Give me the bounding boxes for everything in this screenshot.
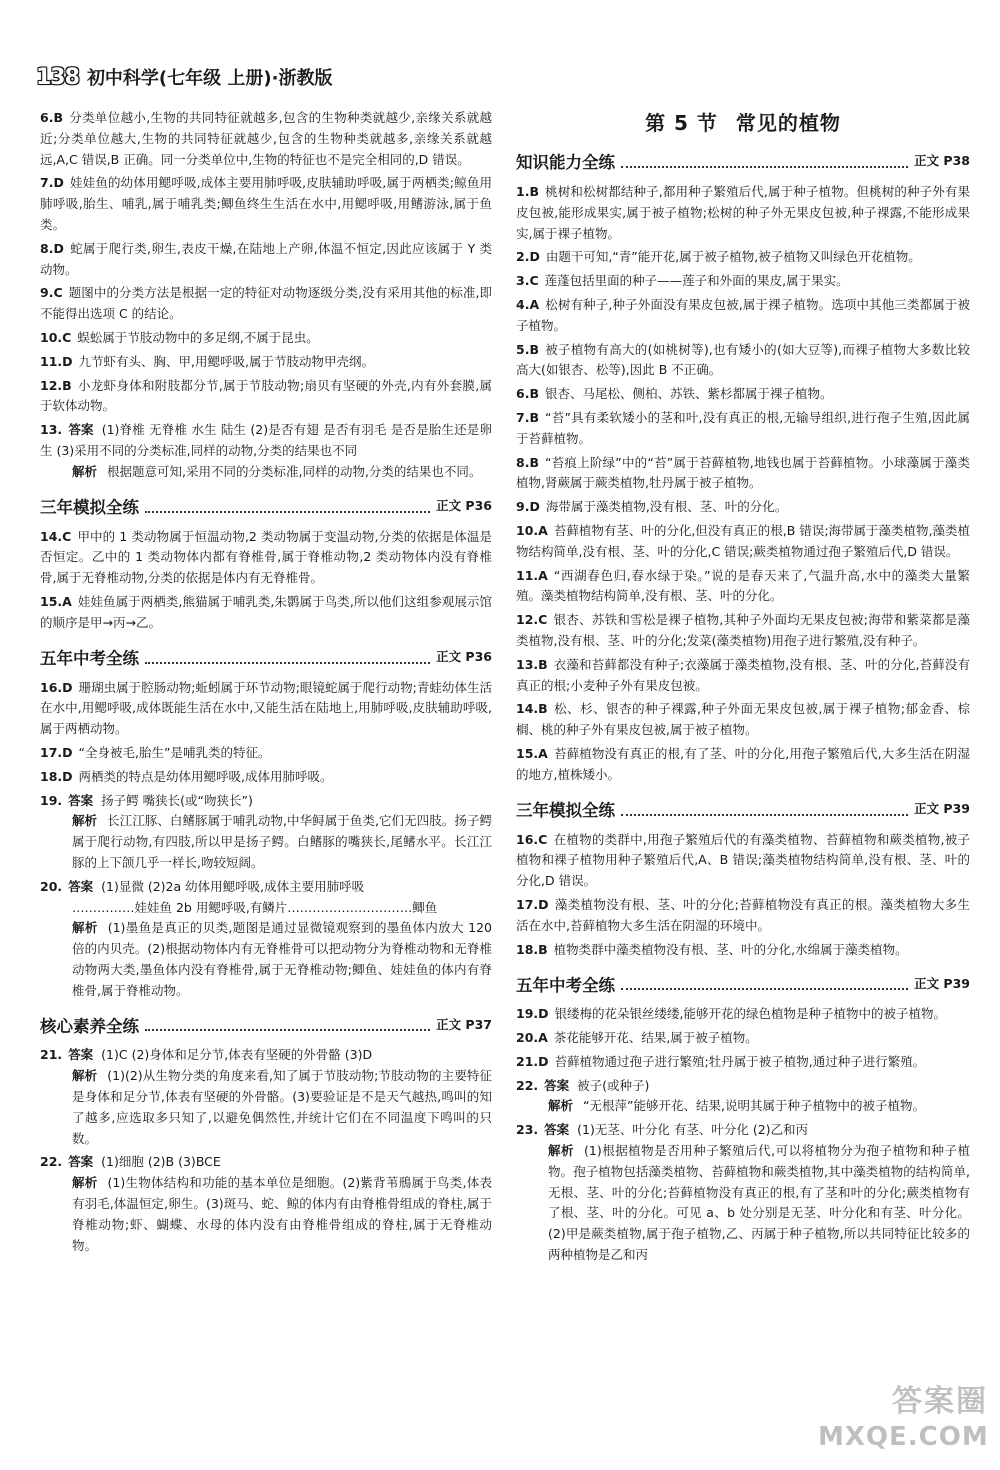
dotted-leader xyxy=(621,814,908,816)
item-label: 7.D xyxy=(40,175,64,191)
item-label: 22. xyxy=(516,1077,539,1093)
section-header-wunian xyxy=(516,970,970,996)
left-items-c xyxy=(40,678,492,788)
item-text: 珊瑚虫属于腔肠动物;蚯蚓属于环节动物;眼镜蛇属于爬行动物;青蛙幼体生活在水中,用鳃呼吸,成体既能生活在水中,又能生活在陆地上,用肺呼吸,皮肤辅助呼吸,属于两栖动物。 xyxy=(40,679,492,737)
item-label: 18.D xyxy=(40,768,73,784)
dotted-leader xyxy=(621,166,908,168)
item-label: 4.A xyxy=(516,296,540,312)
item-label: 20. xyxy=(40,878,63,894)
item-label: 16.D xyxy=(40,679,73,695)
item-label: 10.A xyxy=(516,522,548,538)
item-label: 10.C xyxy=(40,329,72,345)
answer-item xyxy=(516,384,970,405)
item-text: 藻类植物没有根、茎、叶的分化;苔藓植物没有真正的根。藻类植物大多生活在水中,苔藓植物大多生活在阴湿的环境中。 xyxy=(516,896,970,933)
section-header-hexin xyxy=(40,1011,492,1037)
answer-item xyxy=(40,743,492,764)
item-label: 5.B xyxy=(516,341,539,357)
page-reference: 正文 P38 xyxy=(914,153,970,169)
answer-item xyxy=(516,940,970,961)
answer-text: (1)显微 (2)2a 幼体用鳃呼吸,成体主要用肺呼吸 xyxy=(101,878,365,894)
analysis-label: 解析 xyxy=(72,920,98,936)
item-text: 题图中的分类方法是根据一定的特征对动物逐级分类,没有采用其他的标准,即不能得出选项 C 的结论。 xyxy=(40,285,492,322)
answer-item-13 xyxy=(40,420,492,482)
page-number: 138 xyxy=(36,64,79,90)
answer-item xyxy=(516,1028,970,1049)
page-reference: 正文 P36 xyxy=(436,648,492,664)
answer-text: 扬子鳄 嘴狭长(或“吻狭长”) xyxy=(101,792,253,808)
item-label: 19. xyxy=(40,792,63,808)
section-title: 五年中考全练 xyxy=(40,648,139,668)
item-text: 蛇属于爬行类,卵生,表皮干燥,在陆地上产卵,体温不恒定,因此应该属于 Y 类动物。 xyxy=(40,240,492,277)
item-text: 松树有种子,种子外面没有果皮包被,属于裸子植物。选项中其他三类都属于被子植物。 xyxy=(516,296,970,333)
answer-item xyxy=(516,340,970,382)
answer-text: (1)C (2)身体和足分节,体表有坚硬的外骨骼 (3)D xyxy=(101,1047,373,1063)
answer-item-23 xyxy=(516,1120,970,1266)
answer-item-20 xyxy=(40,877,492,1002)
section-title: 五年中考全练 xyxy=(516,975,615,995)
item-text: 莲蓬包括里面的种子——莲子和外面的果皮,属于果实。 xyxy=(544,273,849,289)
left-items-b xyxy=(40,527,492,634)
answer-item xyxy=(40,283,492,325)
item-text: 由题干可知,“青”能开花,属于被子植物,被子植物又叫绿色开花植物。 xyxy=(545,249,921,265)
answer-item-19 xyxy=(40,791,492,874)
answer-label: 答案 xyxy=(68,1047,94,1063)
item-text: “苔痕上阶绿”中的“苔”属于苔藓植物,地钱也属于苔藓植物。小球藻属于藻类植物,肾蕨属于蕨类植物,牡丹属于被子植物。 xyxy=(516,454,970,491)
dotted-leader xyxy=(621,988,908,990)
item-text: 被子植物有高大的(如桃树等),也有矮小的(如大豆等),而裸子植物大多数比较高大(如银杏、松等),因此 B 不正确。 xyxy=(516,341,970,378)
item-label: 6.B xyxy=(40,110,63,125)
item-label: 16.C xyxy=(516,831,548,847)
section-header-zhishi xyxy=(516,148,970,174)
analysis-label: 解析 xyxy=(548,1143,574,1159)
answer-label: 答案 xyxy=(68,878,94,894)
item-label: 1.B xyxy=(516,184,539,199)
chapter-title xyxy=(516,108,970,138)
right-column xyxy=(516,108,970,1269)
item-text: 甲中的 1 类动物属于恒温动物,2 类动物属于变温动物,分类的依据是体温是否恒定。乙中的 1 类动物体内都有脊椎骨,属于脊椎动物,2 类动物体内没有脊椎骨,属于无脊椎动物,分类的依据是体内有无脊椎骨。 xyxy=(40,528,492,586)
page-reference: 正文 P39 xyxy=(914,800,970,816)
answer-item xyxy=(516,1052,970,1073)
item-text: 小龙虾身体和附肢都分节,属于节肢动物;扇贝有坚硬的外壳,内有外套膜,属于软体动物。 xyxy=(40,377,492,414)
left-items-a xyxy=(40,108,492,417)
analysis-text: (1)生物体结构和功能的基本单位是细胞。(2)紫背苇鳽属于鸟类,体表有羽毛,体温恒定,卵生。(3)斑马、蛇、鲸的体内有由脊椎骨组成的脊柱,属于脊椎动物;虾、蝴蝶、水母的体内没有由脊椎骨组成的脊柱,属于无脊椎动物。 xyxy=(72,1175,492,1253)
page-reference: 正文 P36 xyxy=(436,497,492,513)
analysis-text: 根据题意可知,采用不同的分类标准,同样的动物,分类的结果也不同。 xyxy=(107,463,482,479)
item-label: 23. xyxy=(516,1122,539,1138)
dotted-leader xyxy=(145,511,430,513)
answer-text: (1)脊椎 无脊椎 水生 陆生 (2)是否有翅 是否有羽毛 是否是胎生还是卵生 (3)采用不同的分类标准,同样的动物,分类的结果也不同 xyxy=(40,422,492,458)
answer-text: (1)无茎、叶分化 有茎、叶分化 (2)乙和丙 xyxy=(577,1122,809,1138)
analysis-text: (1)墨鱼是真正的贝类,题图是通过显微镜观察到的墨鱼体内放大 120 倍的内贝壳。(2)根据动物体内有无脊椎骨可以把动物分为脊椎动物和无脊椎动物两大类,墨鱼体内没有脊椎骨,属于无脊椎动物;鲫鱼、娃娃鱼的体内有脊椎骨,属于脊椎动物。 xyxy=(72,920,492,998)
item-label: 22. xyxy=(40,1154,63,1170)
answer-label: 答案 xyxy=(68,1154,94,1170)
analysis-label: 解析 xyxy=(72,1175,98,1191)
item-text: “全身被毛,胎生”是哺乳类的特征。 xyxy=(78,744,271,760)
answer-item-22 xyxy=(40,1152,492,1256)
answer-item xyxy=(516,295,970,337)
item-label: 14.B xyxy=(516,701,548,717)
item-text: 桃树和松树都结种子,都用种子繁殖后代,属于种子植物。但桃树的种子外有果皮包被,能形成果实,属于被子植物;松树的种子外无果皮包被,种子裸露,不能形成果实,属于裸子植物。 xyxy=(516,184,970,241)
page-reference: 正文 P39 xyxy=(914,975,970,991)
dotted-leader xyxy=(145,1029,430,1031)
item-label: 11.D xyxy=(40,353,73,369)
analysis-label: 解析 xyxy=(72,463,98,479)
answer-item xyxy=(516,408,970,450)
dotted-leader xyxy=(145,662,430,664)
answer-item xyxy=(516,610,970,652)
answer-item xyxy=(40,239,492,281)
section-title: 三年模拟全练 xyxy=(40,497,139,517)
answer-label: 答案 xyxy=(68,422,94,438)
section-header-sannian xyxy=(40,493,492,519)
item-text: 分类单位越小,生物的共同特征就越多,包含的生物种类就越少,亲缘关系就越近;分类单位越大,生物的共同特征就越少,包含的生物种类就越多,亲缘关系就越远,A,C 错误,B 正确。同一分类单位中,生物的特征也不是完全相同的,D 错误。 xyxy=(40,110,492,167)
right-items-c xyxy=(516,1004,970,1072)
item-text: 银杏、马尾松、侧柏、苏铁、紫杉都属于裸子植物。 xyxy=(544,386,833,402)
item-label: 13.B xyxy=(516,656,548,672)
right-items-b xyxy=(516,830,970,961)
item-label: 21.D xyxy=(516,1053,549,1069)
section-title: 知识能力全练 xyxy=(516,153,615,173)
analysis-text: (1)根据植物是否用种子繁殖后代,可以将植物分为孢子植物和种子植物。孢子植物包括藻类植物、苔藓植物和蕨类植物,其中藻类植物的结构简单,无根、茎、叶的分化;苔藓植物没有真正的根,有了茎和叶的分化;蕨类植物有了根、茎、叶的分化。可见 a、b 处分别是无茎、叶分化和有茎、叶分化。(2)甲是蕨类植物,属于孢子植物,乙、丙属于种子植物,所以共同特征比较多的两种植物是乙和丙 xyxy=(548,1143,970,1263)
item-label: 18.B xyxy=(516,941,548,957)
answer-item xyxy=(516,1004,970,1025)
item-label: 9.D xyxy=(516,499,540,515)
analysis-label: 解析 xyxy=(72,1068,98,1084)
answer-item xyxy=(516,247,970,268)
answer-item xyxy=(40,767,492,788)
answer-item-21 xyxy=(40,1045,492,1149)
item-text: 植物类群中藻类植物没有根、茎、叶的分化,水绵属于藻类植物。 xyxy=(553,941,908,957)
item-label: 7.B xyxy=(516,409,539,425)
answer-item xyxy=(516,497,970,518)
item-label: 17.D xyxy=(516,896,549,912)
answer-label: 答案 xyxy=(544,1122,570,1138)
item-text: “西湖春色归,春水绿于染。”说的是春天来了,气温升高,水中的藻类大量繁殖。藻类植物结构简单,没有根、茎、叶的分化。 xyxy=(516,567,970,604)
item-text: 银杏、苏铁和雪松是裸子植物,其种子外面均无果皮包被;海带和紫菜都是藻类植物,没有根、茎、叶的分化;发菜(藻类植物)用孢子进行繁殖,没有种子。 xyxy=(516,612,970,648)
item-text: 苔藓植物有茎、叶的分化,但没有真正的根,B 错误;海带属于藻类植物,藻类植物结构简单,没有根、茎、叶的分化,C 错误;蕨类植物通过孢子繁殖后代,D 错误。 xyxy=(516,522,971,559)
item-text: 娃娃鱼的幼体用鳃呼吸,成体主要用肺呼吸,皮肤辅助呼吸,属于两栖类;鲸鱼用肺呼吸,胎生、哺乳,属于哺乳类;鲫鱼终生生活在水中,用鳃呼吸,用鳍游泳,属于鱼类。 xyxy=(40,175,492,232)
left-column xyxy=(40,108,492,1259)
chapter-number: 第 5 节 xyxy=(645,111,718,135)
item-label: 8.B xyxy=(516,454,539,470)
item-label: 13. xyxy=(40,422,63,438)
answer-item xyxy=(516,744,970,786)
section-header-sannian xyxy=(516,796,970,822)
item-label: 20.A xyxy=(516,1030,548,1046)
answer-item xyxy=(516,699,970,741)
analysis-text: “无根萍”能够开花、结果,说明其属于种子植物中的被子植物。 xyxy=(583,1098,925,1114)
item-label: 15.A xyxy=(40,593,72,609)
analysis-text: (1)(2)从生物分类的角度来看,知了属于节肢动物;节肢动物的主要特征是身体和足分节,体表有坚硬的外骨骼。(3)要验证是不是天气越热,鸣叫的知了越多,应选取多只知了,以避免偶然性,并统计它们在不同温度下鸣叫的只数。 xyxy=(72,1068,492,1146)
answer-item xyxy=(516,271,970,292)
answer-item-22 xyxy=(516,1076,970,1118)
item-text: 苔藓植物没有真正的根,有了茎、叶的分化,用孢子繁殖后代,大多生活在阴湿的地方,植株矮小。 xyxy=(516,745,970,782)
item-label: 12.B xyxy=(40,377,72,393)
item-label: 17.D xyxy=(40,744,73,760)
item-text: 苔藓植物通过孢子进行繁殖;牡丹属于被子植物,通过种子进行繁殖。 xyxy=(554,1053,926,1069)
item-text: 茶花能够开花、结果,属于被子植物。 xyxy=(553,1030,758,1046)
answer-item xyxy=(516,655,970,697)
book-title: 初中科学(七年级 上册)·浙教版 xyxy=(86,68,333,89)
answer-item xyxy=(40,678,492,740)
item-label: 11.A xyxy=(516,567,548,583)
item-label: 14.C xyxy=(40,528,72,544)
answer-item xyxy=(516,453,970,495)
analysis-text: 长江江豚、白鳍豚属于哺乳动物,中华鲟属于鱼类,它们无四肢。扬子鳄属于爬行动物,有四肢,所以甲是扬子鳄。白鳍豚的嘴狭长,尾鳍水平。长江江豚的上下颌几乎一样长,吻较短阔。 xyxy=(72,813,492,870)
watermark-line1: 答案圈 xyxy=(892,1384,988,1419)
item-label: 2.D xyxy=(516,249,540,265)
item-text: 海带属于藻类植物,没有根、茎、叶的分化。 xyxy=(545,499,788,515)
site-watermark xyxy=(818,1376,988,1462)
answer-item xyxy=(40,108,492,170)
section-title: 核心素养全练 xyxy=(40,1016,139,1036)
answer-item xyxy=(40,328,492,349)
answer-label: 答案 xyxy=(68,792,94,808)
item-label: 8.D xyxy=(40,240,64,256)
item-text: 松、杉、银杏的种子裸露,种子外面无果皮包被,属于裸子植物;郁金香、棕榈、桃的种子外有果皮包被,属于被子植物。 xyxy=(516,701,970,738)
item-label: 6.B xyxy=(516,386,539,402)
item-text: 银缕梅的花朵银丝缕缕,能够开花的绿色植物是种子植物中的被子植物。 xyxy=(554,1006,947,1022)
answer-item xyxy=(516,895,970,937)
answer-item xyxy=(40,376,492,418)
answer-item xyxy=(40,592,492,634)
answer-text-line2: ……………娃娃鱼 2b 用鳃呼吸,有鳞片…………………………鲫鱼 xyxy=(72,899,438,915)
answer-text: 被子(或种子) xyxy=(577,1077,650,1093)
item-text: 在植物的类群中,用孢子繁殖后代的有藻类植物、苔藓植物和蕨类植物,被子植物和裸子植物用种子繁殖后代,A、B 错误;藻类植物结构简单,没有根、茎、叶的分化,D 错误。 xyxy=(516,831,970,889)
page-header xyxy=(34,62,514,92)
answer-item xyxy=(516,521,970,563)
item-text: 两栖类的特点是幼体用鳃呼吸,成体用肺呼吸。 xyxy=(78,768,333,784)
item-label: 12.C xyxy=(516,612,548,628)
section-title: 三年模拟全练 xyxy=(516,800,615,820)
answer-text: (1)细胞 (2)B (3)BCE xyxy=(101,1154,221,1170)
item-text: 衣藻和苔藓都没有种子;衣藻属于藻类植物,没有根、茎、叶的分化,苔藓没有真正的根;小麦种子外有果皮包被。 xyxy=(516,656,970,693)
analysis-label: 解析 xyxy=(548,1098,574,1114)
page-reference: 正文 P37 xyxy=(436,1016,492,1032)
answer-label: 答案 xyxy=(544,1077,570,1093)
answer-item xyxy=(516,182,970,244)
answer-item xyxy=(516,566,970,608)
item-label: 9.C xyxy=(40,285,63,301)
item-text: 九节虾有头、胸、甲,用鳃呼吸,属于节肢动物甲壳纲。 xyxy=(78,353,374,369)
item-label: 21. xyxy=(40,1047,63,1063)
item-text: 蜈蚣属于节肢动物中的多足纲,不属于昆虫。 xyxy=(77,329,319,345)
right-items-a xyxy=(516,182,970,786)
answer-item xyxy=(516,830,970,892)
section-header-wunian xyxy=(40,644,492,670)
item-label: 3.C xyxy=(516,273,539,289)
answer-item xyxy=(40,352,492,373)
analysis-label: 解析 xyxy=(72,813,98,829)
item-label: 19.D xyxy=(516,1006,549,1022)
item-text: “苔”具有柔软矮小的茎和叶,没有真正的根,无输导组织,进行孢子生殖,因此属于苔藓植物。 xyxy=(516,409,970,446)
answer-item xyxy=(40,173,492,235)
item-text: 娃娃鱼属于两栖类,熊猫属于哺乳类,朱鹮属于鸟类,所以他们这组参观展示馆的顺序是甲→丙→乙。 xyxy=(40,593,492,630)
answer-item xyxy=(40,527,492,589)
chapter-name: 常见的植物 xyxy=(735,111,841,135)
watermark-line2: MXQE.COM xyxy=(818,1422,989,1452)
item-label: 15.A xyxy=(516,745,548,761)
